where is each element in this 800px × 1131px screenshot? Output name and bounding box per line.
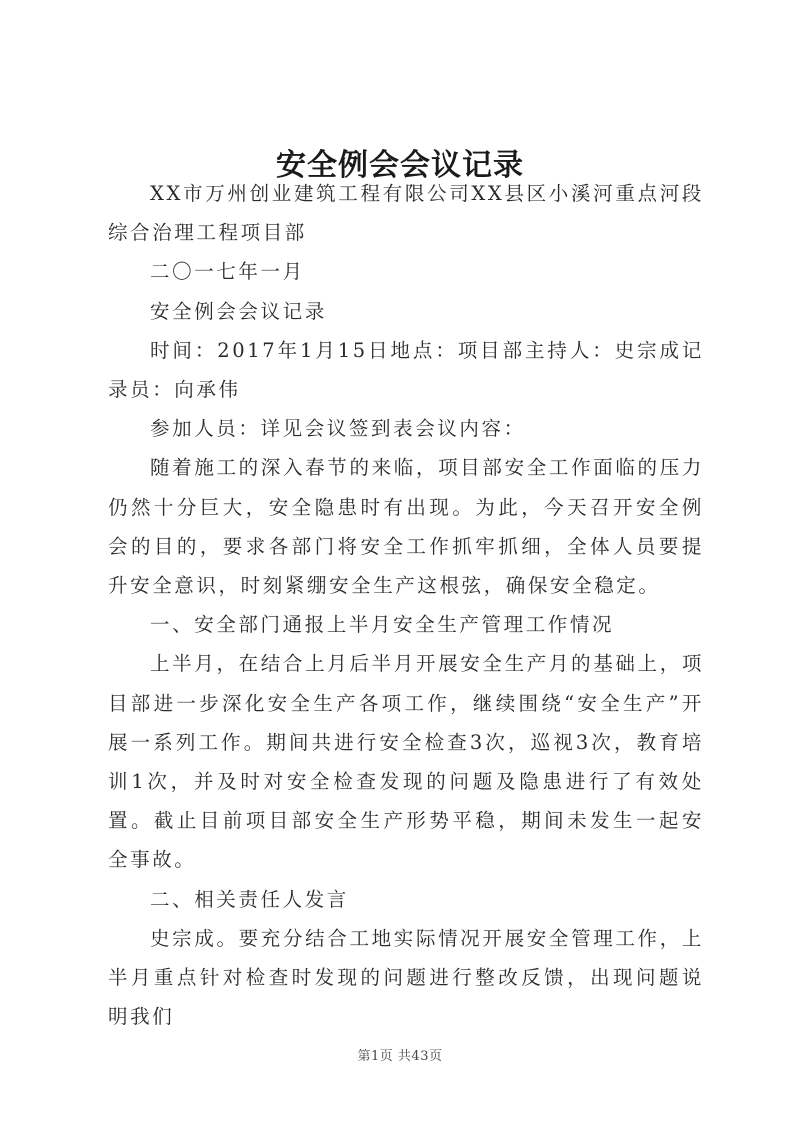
paragraph-section-1: 上半月，在结合上月后半月开展安全生产月的基础上，项目部进一步深化安全生产各项工作，继续围绕“安全生产”开展一系列工作。期间共进行安全检查3次，巡视3次，教育培训1次，并及时对安全检查发现的问题及隐患进行了有效处置。截止目前项目部安全生产形势平稳，期间未发生一起安全事故。 <box>108 652 704 872</box>
paragraph-organization: XX市万州创业建筑工程有限公司XX县区小溪河重点河段综合治理工程项目部 <box>108 182 704 245</box>
page-indicator: 第1页 共43页 <box>357 1049 443 1064</box>
document-body <box>108 174 704 1036</box>
paragraph-section-2: 史宗成。要充分结合工地实际情况开展安全管理工作，上半月重点针对检查时发现的问题进行整改反馈，出现问题说明我们 <box>108 926 704 1029</box>
section-heading-2: 二、相关责任人发言 <box>150 887 349 911</box>
paragraph-intro: 随着施工的深入春节的来临，项目部安全工作面临的压力仍然十分巨大，安全隐患时有出现。为此，今天召开安全例会的目的，要求各部门将安全工作抓牢抓细，全体人员要提升安全意识，时刻紧绷安全生产这根弦，确保安全稳定。 <box>108 456 704 598</box>
paragraph-date: 二〇一七年一月 <box>150 260 305 284</box>
paragraph-meeting-info: 时间：2017年1月15日地点：项目部主持人：史宗成记录员：向承伟 <box>108 338 704 402</box>
section-heading-1: 一、安全部门通报上半月安全生产管理工作情况 <box>150 613 615 637</box>
paragraph-attendees: 参加人员：详见会议签到表会议内容： <box>150 417 526 441</box>
paragraph-subtitle: 安全例会会议记录 <box>150 299 327 323</box>
document-title: 安全例会会议记录 <box>276 148 524 183</box>
